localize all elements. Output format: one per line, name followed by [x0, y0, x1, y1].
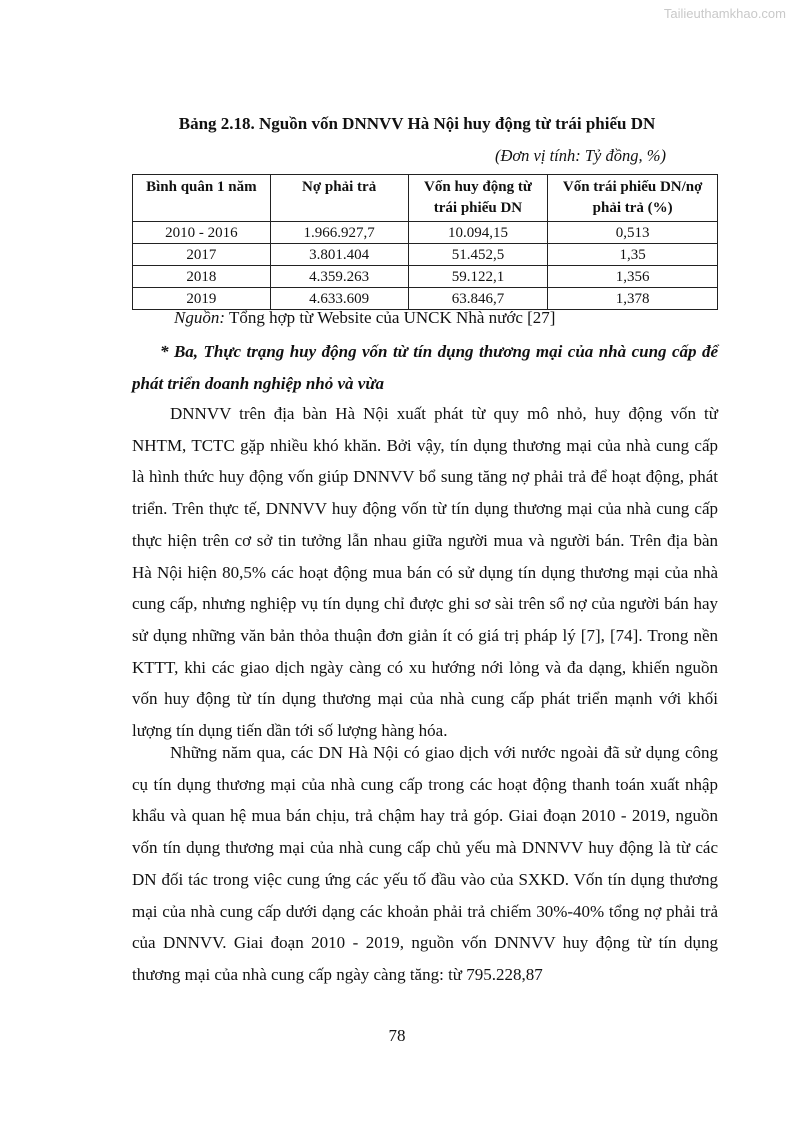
table-cell: 1.966.927,7: [270, 222, 408, 244]
body-paragraph: DNNVV trên địa bàn Hà Nội xuất phát từ quy mô nhỏ, huy động vốn từ NHTM, TCTC gặp nhiều khó khăn. Bởi vậy, tín dụng thương mại của nhà cung cấp là hình thức huy động vốn giúp DNNVV bổ sung tăng nợ phải trả để hoạt động, phát triển. Trên thực tế, DNNVV huy động vốn từ tín dụng thương mại của nhà cung cấp thực hiện trên cơ sở tin tưởng lẫn nhau giữa người mua và người bán. Trên địa bàn Hà Nội hiện 80,5% các hoạt động mua bán có sử dụng tín dụng thương mại của nhà cung cấp, nhưng nghiệp vụ tín dụng chỉ được ghi sơ sài trên sổ nợ của người bán hay sử dụng những văn bản thỏa thuận đơn giản ít có giá trị pháp lý [7], [74]. Trong nền KTTT, khi các giao dịch ngày càng có xu hướng nới lỏng và đa dạng, khiến nguồn vốn huy động từ tín dụng thương mại của nhà cung cấp phát triển mạnh với khối lượng tín dụng tiến dần tới số lượng hàng hóa.: [132, 404, 718, 741]
table-cell: 10.094,15: [408, 222, 548, 244]
header-average-year: Bình quân 1 năm: [133, 175, 271, 222]
table-cell: 2017: [133, 244, 271, 266]
table-row: [133, 222, 718, 244]
table-source: [174, 308, 555, 328]
table-cell: 0,513: [548, 222, 718, 244]
unit-note: (Đơn vị tính: Tỷ đồng, %): [494, 146, 666, 165]
table-cell: 3.801.404: [270, 244, 408, 266]
table-cell: 51.452,5: [408, 244, 548, 266]
page-number: 78: [388, 1026, 406, 1045]
body-paragraph: Những năm qua, các DN Hà Nội có giao dịch với nước ngoài đã sử dụng công cụ tín dụng thương mại của nhà cung cấp trong các hoạt động thanh toán xuất nhập khẩu và quan hệ mua bán chịu, trả chậm hay trả góp. Giai đoạn 2010 - 2019, nguồn vốn tín dụng thương mại của nhà cung cấp chủ yếu mà DNNVV huy động là từ các DN đối tác trong việc cung ứng các yếu tố đầu vào của SXKD. Vốn tín dụng thương mại của nhà cung cấp dưới dạng các khoản phải trả chiếm 30%-40% tổng nợ phải trả của DNNVV. Giai đoạn 2010 - 2019, nguồn vốn DNNVV huy động từ tín dụng thương mại của nhà cung cấp ngày càng tăng: từ 795.228,87: [132, 743, 718, 984]
header-bond-capital: Vốn huy động từ trái phiếu DN: [408, 175, 548, 222]
table-cell: 2019: [133, 288, 271, 310]
watermark: Tailieuthamkhao.com: [663, 6, 786, 21]
source-label: Nguồn:: [174, 308, 225, 327]
table-cell: 1,356: [548, 266, 718, 288]
table-cell: 59.122,1: [408, 266, 548, 288]
section-heading: * Ba, Thực trạng huy động vốn từ tín dụng thương mại của nhà cung cấp để phát triển doanh nghiệp nhỏ và vừa: [132, 342, 718, 393]
table-cell: 4.359.263: [270, 266, 408, 288]
table-row: [133, 288, 718, 310]
table-cell: 2018: [133, 266, 271, 288]
source-text: Tổng hợp từ Website của UNCK Nhà nước [27]: [225, 308, 556, 327]
table-row: [133, 266, 718, 288]
table-header-row: [133, 175, 718, 222]
header-bond-ratio: Vốn trái phiếu DN/nợ phải trả (%): [548, 175, 718, 222]
table-cell: 1,378: [548, 288, 718, 310]
header-liabilities: Nợ phải trả: [270, 175, 408, 222]
table-row: [133, 244, 718, 266]
table-cell: 1,35: [548, 244, 718, 266]
table-cell: 4.633.609: [270, 288, 408, 310]
table-cell: 63.846,7: [408, 288, 548, 310]
table-cell: 2010 - 2016: [133, 222, 271, 244]
table-title: Bảng 2.18. Nguồn vốn DNNVV Hà Nội huy động từ trái phiếu DN: [178, 114, 656, 133]
bond-capital-table: [132, 174, 718, 310]
